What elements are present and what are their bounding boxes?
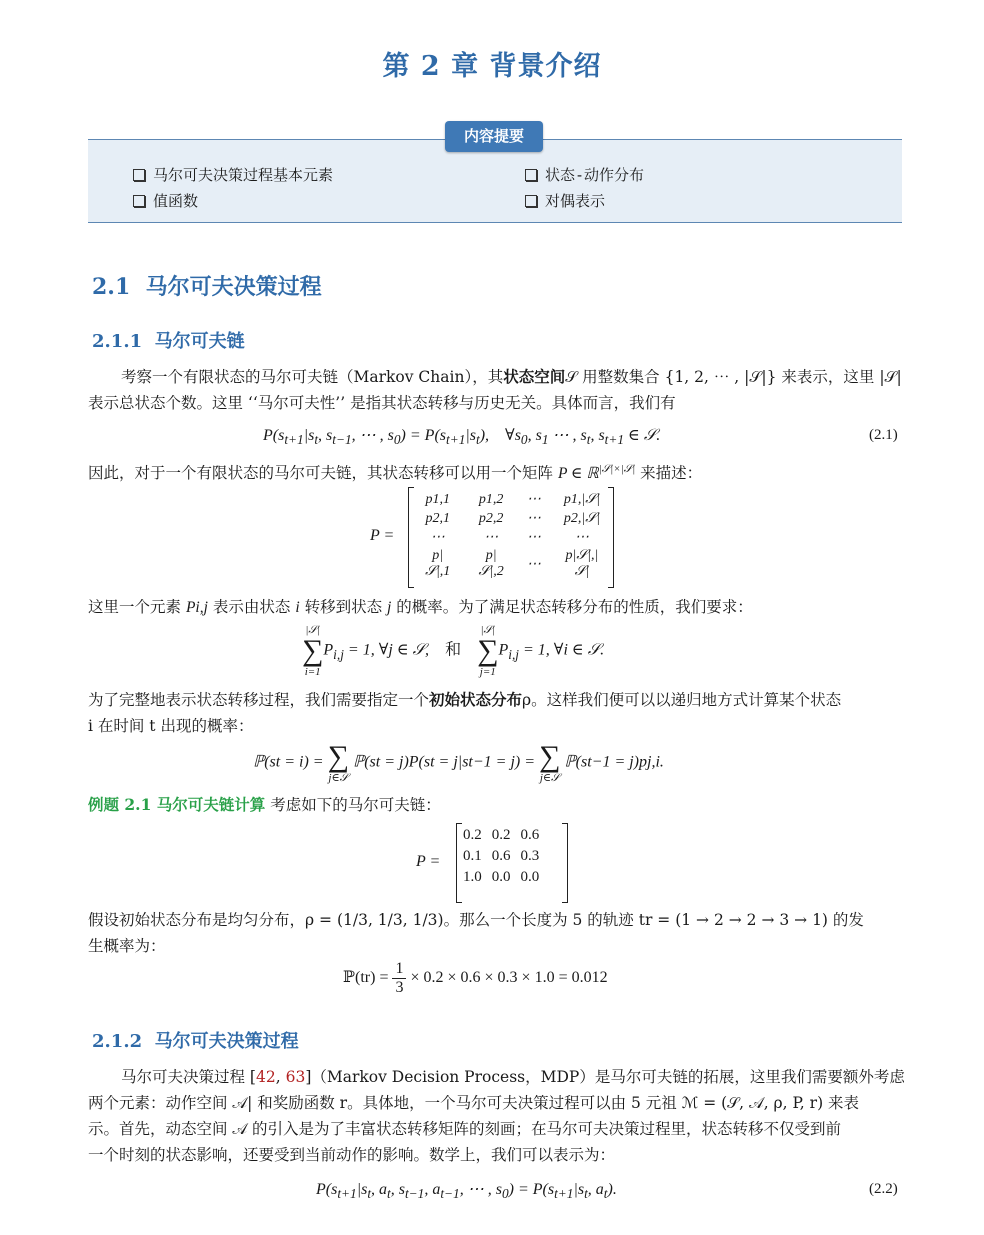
abstract-item: 值函数: [133, 190, 198, 211]
subsection-heading: 2.1.1 马尔可夫链: [92, 331, 245, 352]
matrix-label: P =: [370, 527, 395, 544]
example-label: 例题 2.1 马尔可夫链计算: [88, 795, 266, 814]
matrix-label: P =: [416, 853, 441, 870]
paragraph-line: 示。首先，动态空间 𝒜 的引入是为了丰富状态转移矩阵的刻画；在马尔可夫决策过程里，状态转移不仅受到前: [88, 1120, 842, 1138]
citation-link[interactable]: 63: [285, 1068, 306, 1086]
citation-link[interactable]: 42: [255, 1068, 276, 1086]
paragraph-line: 生概率为：: [88, 937, 166, 955]
paragraph-line: i 在时间 t 出现的概率：: [88, 717, 254, 735]
equation-2-2: $P(s_{t+1}|s_t$, $a_t$, $s_{t-1}$, $a_{t-1}$, ⋯ , $s_0) = P(s_{t+1}|s_t$, $a_t$).: [316, 1181, 617, 1202]
checkbox-icon: [525, 195, 537, 207]
chapter-title: 第 2 章 背景介绍: [382, 51, 602, 82]
section-heading: 2.1 马尔可夫决策过程: [92, 274, 322, 300]
equation-number: (2.1): [869, 427, 898, 443]
paragraph-line: 考察一个有限状态的马尔可夫链（Markov Chain），其状态空间𝒮 用整数集合 {1, 2, ⋯ , |𝒮|} 来表示，这里 |𝒮|: [121, 367, 902, 386]
matrix-p-general: p1,1 p1,2 ⋯ p1,|𝒮| p2,1 p2,2 ⋯ p2,|𝒮| ⋯ ⋯ ⋯ ⋯ p|𝒮|,1 p|𝒮|,2 ⋯ p|𝒮|,|𝒮|: [408, 487, 614, 588]
paragraph-line: 马尔可夫决策过程 [42, 63]（Markov Decision Process，MDP）是马尔可夫链的拓展，这里我们需要额外考虑: [121, 1068, 905, 1086]
abstract-item: 状态-动作分布: [525, 164, 644, 185]
equation-trajectory: ℙ(tr) = $\frac{1}{3}$ × 0.2 × 0.6 × 0.3 × 1.0 = 0.012: [343, 960, 608, 996]
abstract-item: 马尔可夫决策过程基本元素: [133, 164, 333, 185]
paragraph-line: 因此，对于一个有限状态的马尔可夫链，其状态转移可以用一个矩阵 P ∈ ℝ$^{|𝒮|\times|𝒮|}$ 来描述：: [88, 463, 703, 483]
equation-number: (2.2): [869, 1181, 898, 1197]
checkbox-icon: [525, 169, 537, 181]
abstract-item: 对偶表示: [525, 190, 605, 211]
matrix-p-example: 0.2 0.2 0.6 0.1 0.6 0.3 1.0 0.0 0.0: [456, 823, 568, 903]
equation-prob: ℙ(st = i) = ∑ j∈𝒮 ℙ(st = j)P(st = j|st−1 = j) = ∑ j∈𝒮 ℙ(st−1 = j)pj,i.: [253, 740, 664, 784]
paragraph-line: 为了完整地表示状态转移过程，我们需要指定一个初始状态分布ρ。这样我们便可以以递归地方式计算某个状态: [88, 690, 842, 709]
paragraph-line: 两个元素：动作空间 𝒜| 和奖励函数 r。具体地，一个马尔可夫决策过程可以由 5 元祖 ℳ = (𝒮, 𝒜, ρ, P, r) 来表: [88, 1094, 860, 1112]
paragraph-line: 假设初始状态分布是均匀分布，ρ = (1/3, 1/3, 1/3)。那么一个长度为 5 的轨迹 tr = (1 → 2 → 2 → 3 → 1) 的发: [88, 911, 864, 929]
equation-2-1: $P(s_{t+1}|s_t$, $s_{t-1}$, ⋯ , $s_0) = P(s_{t+1}|s_t)$, $\forall s_0$, $s_1$ ⋯ , $s_t$, $s_{t+1}$ ∈ 𝒮.: [263, 427, 661, 448]
checkbox-icon: [133, 195, 145, 207]
checkbox-icon: [133, 169, 145, 181]
abstract-badge: 内容提要: [445, 121, 543, 152]
subsection-heading: 2.1.2 马尔可夫决策过程: [92, 1031, 299, 1052]
paragraph-line: 一个时刻的状态影响，还要受到当前动作的影响。数学上，我们可以表示为：: [88, 1146, 616, 1164]
example-line: 例题 2.1 马尔可夫链计算 考虑如下的马尔可夫链：: [88, 795, 441, 814]
paragraph-line: 这里一个元素 Pi,j 表示由状态 i 转移到状态 j 的概率。为了满足状态转移分布的性质，我们要求：: [88, 598, 753, 616]
paragraph-line: 表示总状态个数。这里 ‘‘马尔可夫性’’ 是指其状态转移与历史无关。具体而言，我们有: [88, 394, 676, 412]
equation-sum: |𝒮| ∑ i=1 $P_{i,j} = 1$, ∀j ∈ 𝒮, 和 |𝒮| ∑ j=1 $P_{i,j} = 1$, ∀i ∈ 𝒮.: [302, 624, 605, 678]
